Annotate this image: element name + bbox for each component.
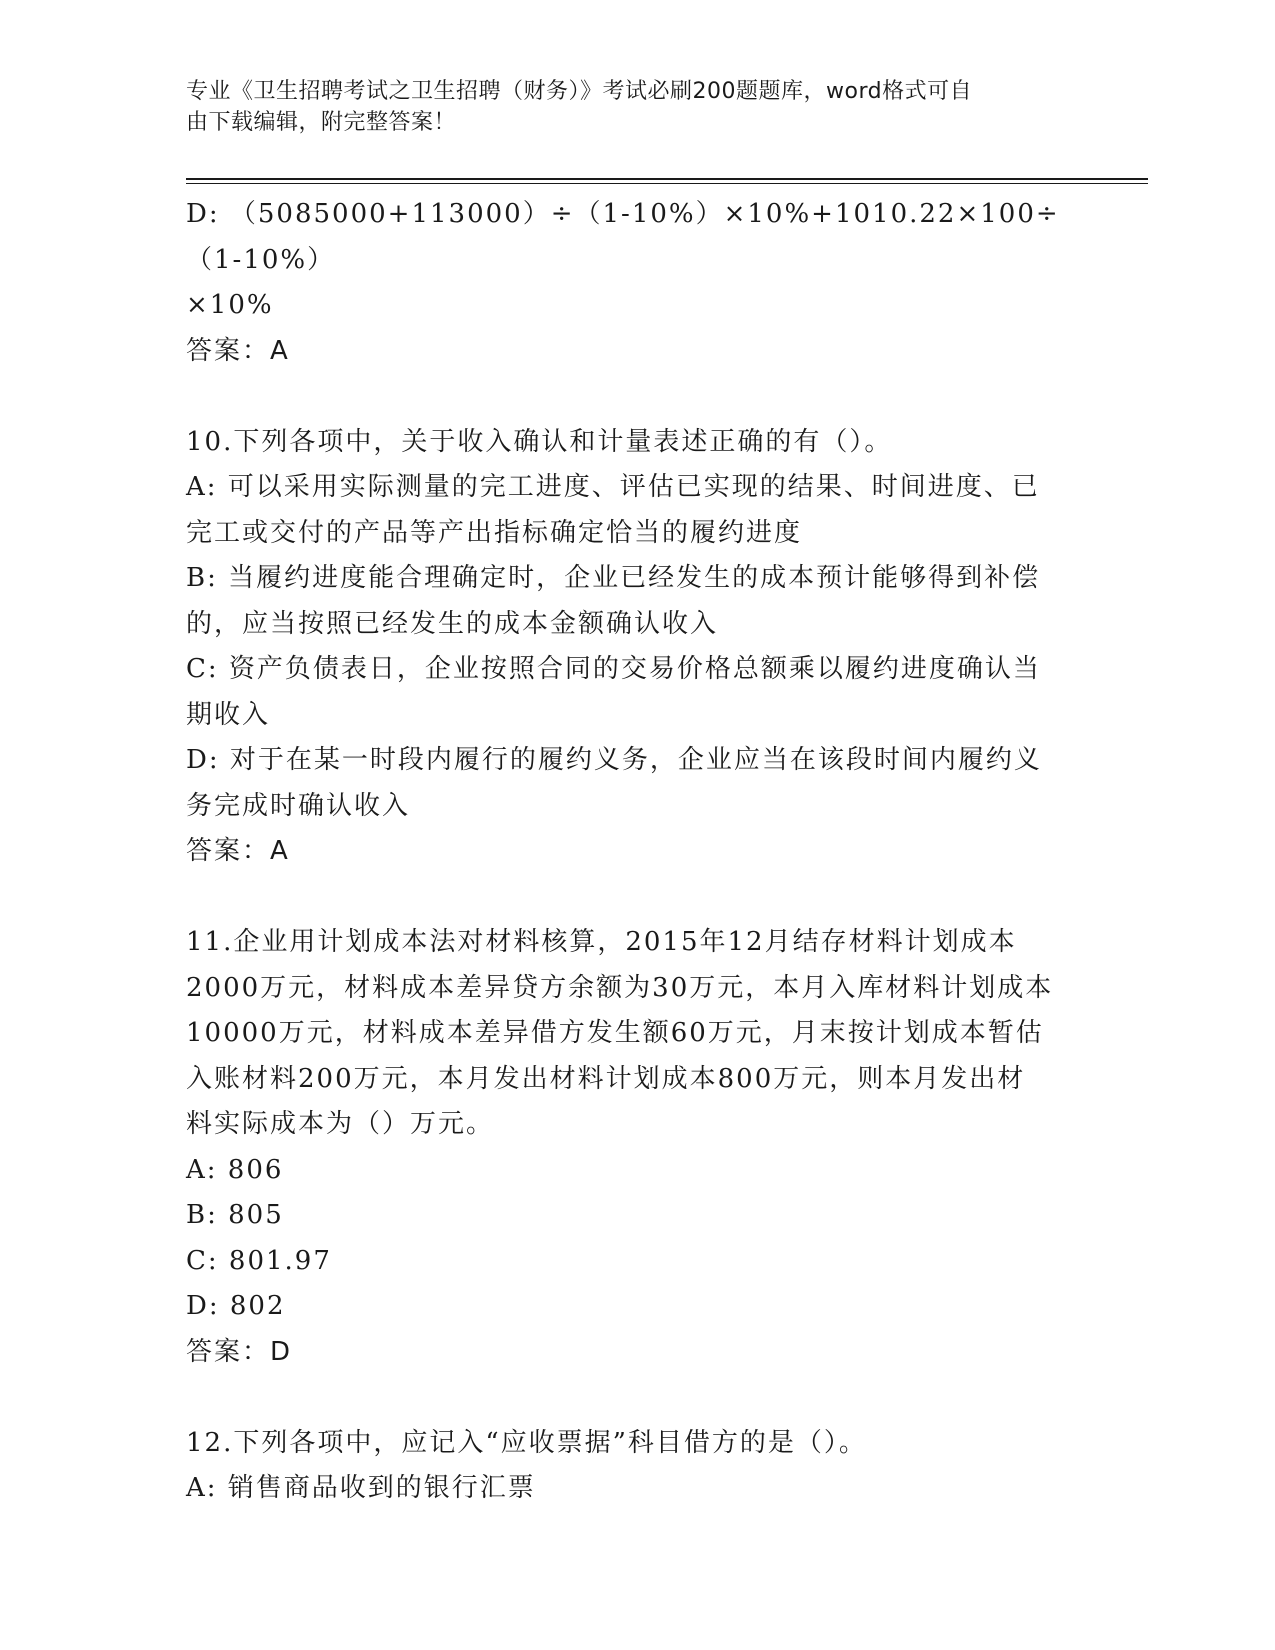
option-d: D: （5085000+113000）÷（1-10%）×10%+1010.22×100÷（1-10%） [186, 199, 1060, 275]
question-10 [186, 420, 1086, 875]
header-line-1: 专业《卫生招聘考试之卫生招聘（财务）》考试必刷200题题库，word格式可自 [186, 79, 973, 104]
answer: 答案：A [186, 335, 290, 366]
question-stem-continued: 2000万元，材料成本差异贷方余额为30万元，本月入库材料计划成本 [186, 972, 1054, 1003]
option-a-continued: 完工或交付的产品等产出指标确定恰当的履约进度 [186, 517, 803, 548]
option-c: C: 801.97 [186, 1245, 332, 1276]
option-c: C: 资产负债表日，企业按照合同的交易价格总额乘以履约进度确认当 [186, 654, 1041, 684]
header-line-2: 由下载编辑，附完整答案！ [186, 110, 457, 135]
question-12 [186, 1421, 1086, 1512]
question-stem-continued: 入账材料200万元，本月发出材料计划成本800万元，则本月发出材 [186, 1063, 1026, 1094]
question-9-tail [186, 192, 1086, 374]
option-d-continued: 务完成时确认收入 [186, 790, 411, 821]
header-rule-thin [186, 183, 1148, 184]
question-stem: 10.下列各项中，关于收入确认和计量表述正确的有（）。 [186, 426, 893, 457]
option-a: A: 销售商品收到的银行汇票 [186, 1473, 536, 1503]
option-b: B: 805 [186, 1200, 284, 1230]
answer: 答案：D [186, 1336, 293, 1367]
spacer [186, 875, 1086, 921]
document-header [186, 76, 1066, 138]
option-b: B: 当履约进度能合理确定时，企业已经发生的成本预计能够得到补偿 [186, 563, 1041, 593]
spacer [186, 1375, 1086, 1421]
option-a: A: 可以采用实际测量的完工进度、评估已实现的结果、时间进度、已 [186, 472, 1040, 502]
option-b-continued: 的，应当按照已经发生的成本金额确认收入 [186, 608, 719, 639]
option-d: D: 对于在某一时段内履行的履约义务，企业应当在该段时间内履约义 [186, 745, 1042, 775]
option-d: D: 802 [186, 1291, 286, 1321]
option-a: A: 806 [186, 1154, 284, 1185]
document-body [186, 192, 1086, 1512]
question-stem-continued: 10000万元，材料成本差异借方发生额60万元，月末按计划成本暂估 [186, 1018, 1044, 1048]
question-stem-continued: 料实际成本为（）万元。 [186, 1109, 495, 1139]
header-rule-thick [186, 178, 1148, 180]
question-stem: 12.下列各项中，应记入“应收票据”科目借方的是（）。 [186, 1427, 867, 1458]
option-c-continued: 期收入 [186, 699, 271, 730]
option-d-continued: ×10% [186, 290, 274, 320]
answer: 答案：A [186, 836, 290, 866]
question-11 [186, 920, 1086, 1375]
question-stem: 11.企业用计划成本法对材料核算，2015年12月结存材料计划成本 [186, 927, 1017, 957]
spacer [186, 374, 1086, 420]
